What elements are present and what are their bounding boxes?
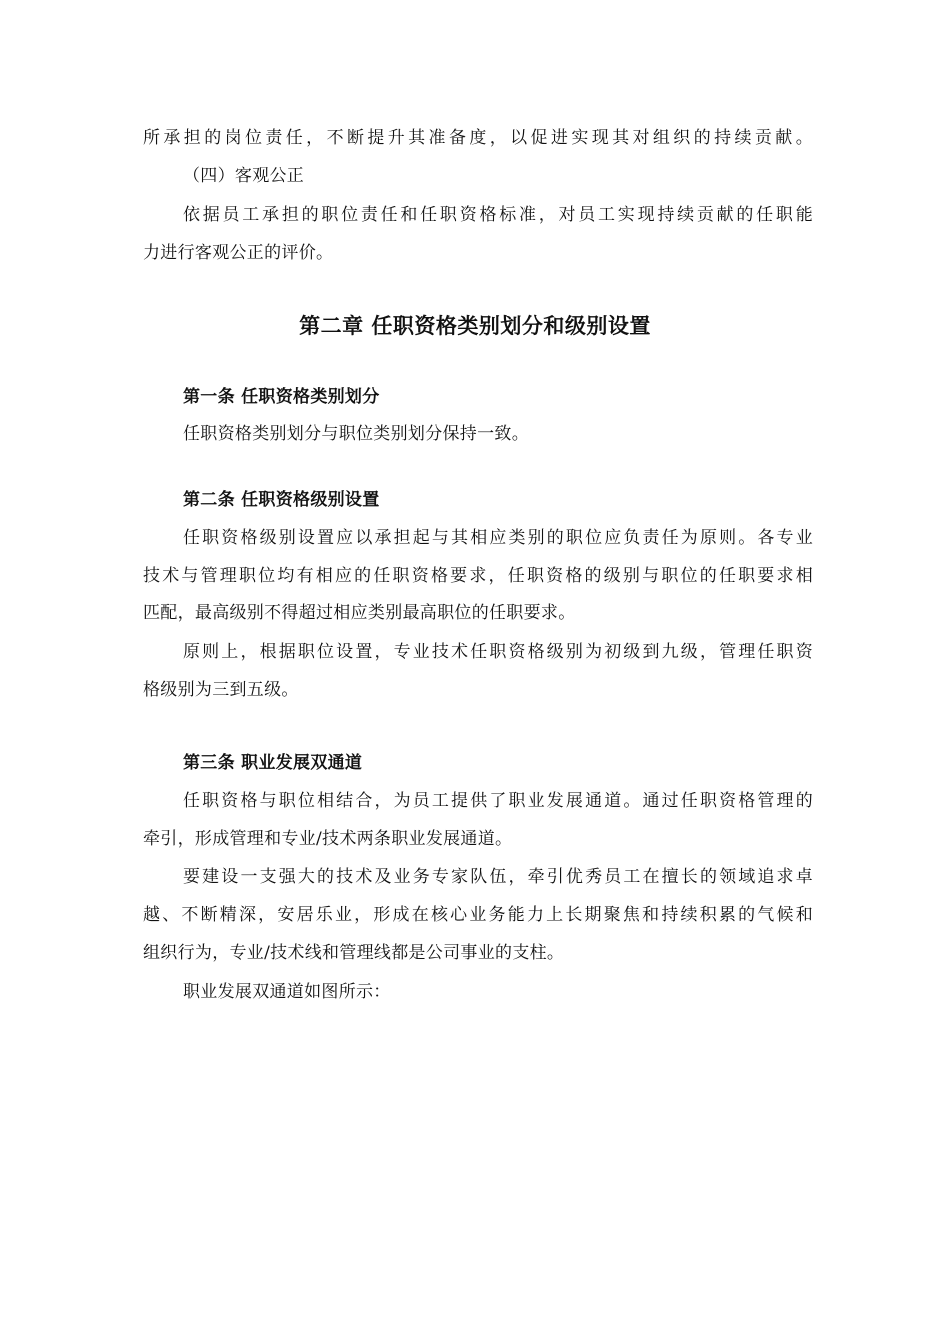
paragraph-line: 技术与管理职位均有相应的任职资格要求，任职资格的级别与职位的任职要求相 xyxy=(143,566,813,586)
paragraph-line: 牵引，形成管理和专业/技术两条职业发展通道。 xyxy=(143,829,513,849)
paragraph-line: 所承担的岗位责任，不断提升其准备度，以促进实现其对组织的持续贡献。 xyxy=(143,128,813,148)
article-heading: 第二条 任职资格级别设置 xyxy=(183,490,380,510)
paragraph-line: 职业发展双通道如图所示： xyxy=(183,982,391,1002)
paragraph-line: 任职资格类别划分与职位类别划分保持一致。 xyxy=(183,424,529,444)
chapter-title: 第二章 任职资格类别划分和级别设置 xyxy=(299,313,651,338)
paragraph-line: 要建设一支强大的技术及业务专家队伍，牵引优秀员工在擅长的领域追求卓 xyxy=(183,867,813,887)
paragraph-line: 越、不断精深，安居乐业，形成在核心业务能力上长期聚焦和持续积累的气候和 xyxy=(143,905,813,925)
paragraph-line: 格级别为三到五级。 xyxy=(143,680,299,700)
paragraph-line: 任职资格与职位相结合，为员工提供了职业发展通道。通过任职资格管理的 xyxy=(183,791,813,811)
subheading-objective-fairness: （四）客观公正 xyxy=(183,166,305,186)
paragraph-line: 匹配，最高级别不得超过相应类别最高职位的任职要求。 xyxy=(143,603,576,623)
paragraph-line: 组织行为，专业/技术线和管理线都是公司事业的支柱。 xyxy=(143,943,565,963)
paragraph-line: 原则上，根据职位设置，专业技术任职资格级别为初级到九级，管理任职资 xyxy=(183,642,813,662)
paragraph-line: 力进行客观公正的评价。 xyxy=(143,243,334,263)
article-heading: 第三条 职业发展双通道 xyxy=(183,753,363,773)
article-heading: 第一条 任职资格类别划分 xyxy=(183,387,380,407)
paragraph-line: 任职资格级别设置应以承担起与其相应类别的职位应负责任为原则。各专业 xyxy=(183,528,813,548)
paragraph-line: 依据员工承担的职位责任和任职资格标准，对员工实现持续贡献的任职能 xyxy=(183,205,813,225)
